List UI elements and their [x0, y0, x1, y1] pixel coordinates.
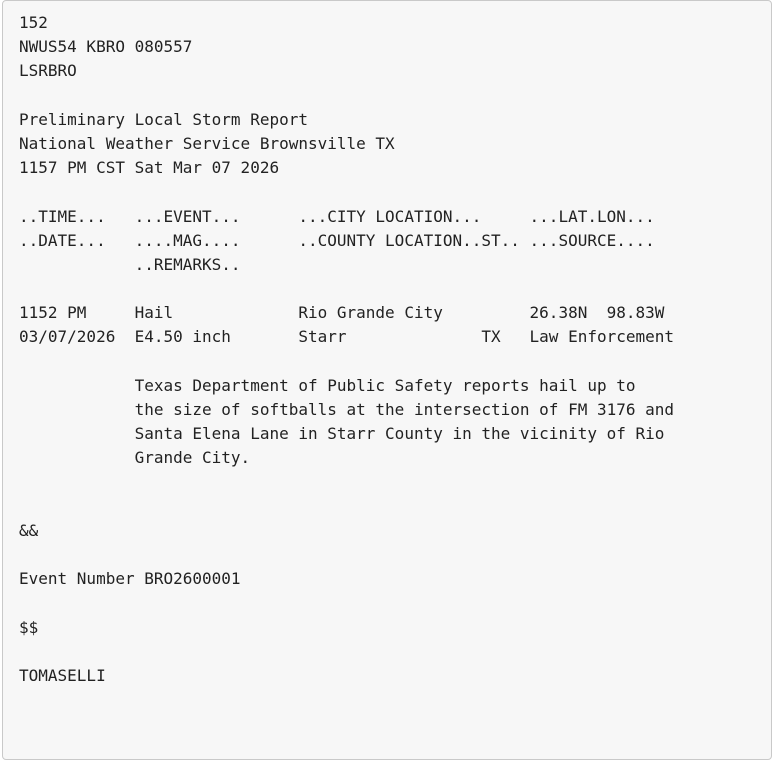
report-line	[19, 495, 674, 519]
event-number: Event Number BRO2600001	[19, 569, 241, 589]
forecaster-signature: TOMASELLI	[19, 666, 106, 686]
report-line	[19, 84, 674, 108]
section-separator: &&	[19, 520, 39, 540]
end-of-product-marker: $$	[19, 617, 39, 637]
report-line: 152	[19, 13, 48, 32]
report-line	[19, 592, 674, 616]
storm-report-text	[19, 11, 674, 688]
report-container	[2, 0, 772, 760]
remarks-line: Grande City.	[19, 448, 251, 468]
report-line	[19, 277, 674, 301]
column-header-2: ..DATE... ....MAG.... ..COUNTY LOCATION..ST.. ...SOURCE....	[19, 230, 655, 250]
report-line: NWUS54 KBRO 080557	[19, 37, 193, 57]
report-line: LSRBRO	[19, 61, 77, 81]
remarks-line: Santa Elena Lane in Starr County in the vicinity of Rio	[19, 424, 665, 444]
report-line	[19, 180, 674, 204]
report-issued-time: 1157 PM CST Sat Mar 07 2026	[19, 158, 280, 178]
report-title: Preliminary Local Storm Report	[19, 109, 308, 129]
column-header-1: ..TIME... ...EVENT... ...CITY LOCATION... ...LAT.LON...	[19, 206, 655, 226]
report-line	[19, 640, 674, 664]
report-line	[19, 350, 674, 374]
report-line	[19, 471, 674, 495]
report-office: National Weather Service Brownsville TX	[19, 133, 395, 153]
event-row-2: 03/07/2026 E4.50 inch Starr TX Law Enforcement	[19, 327, 675, 347]
remarks-line: Texas Department of Public Safety reports hail up to	[19, 375, 636, 395]
event-row-1: 1152 PM Hail Rio Grande City 26.38N 98.83W	[19, 303, 665, 323]
remarks-line: the size of softballs at the intersection of FM 3176 and	[19, 400, 675, 419]
report-line	[19, 543, 674, 567]
column-header-3: ..REMARKS..	[19, 254, 241, 274]
